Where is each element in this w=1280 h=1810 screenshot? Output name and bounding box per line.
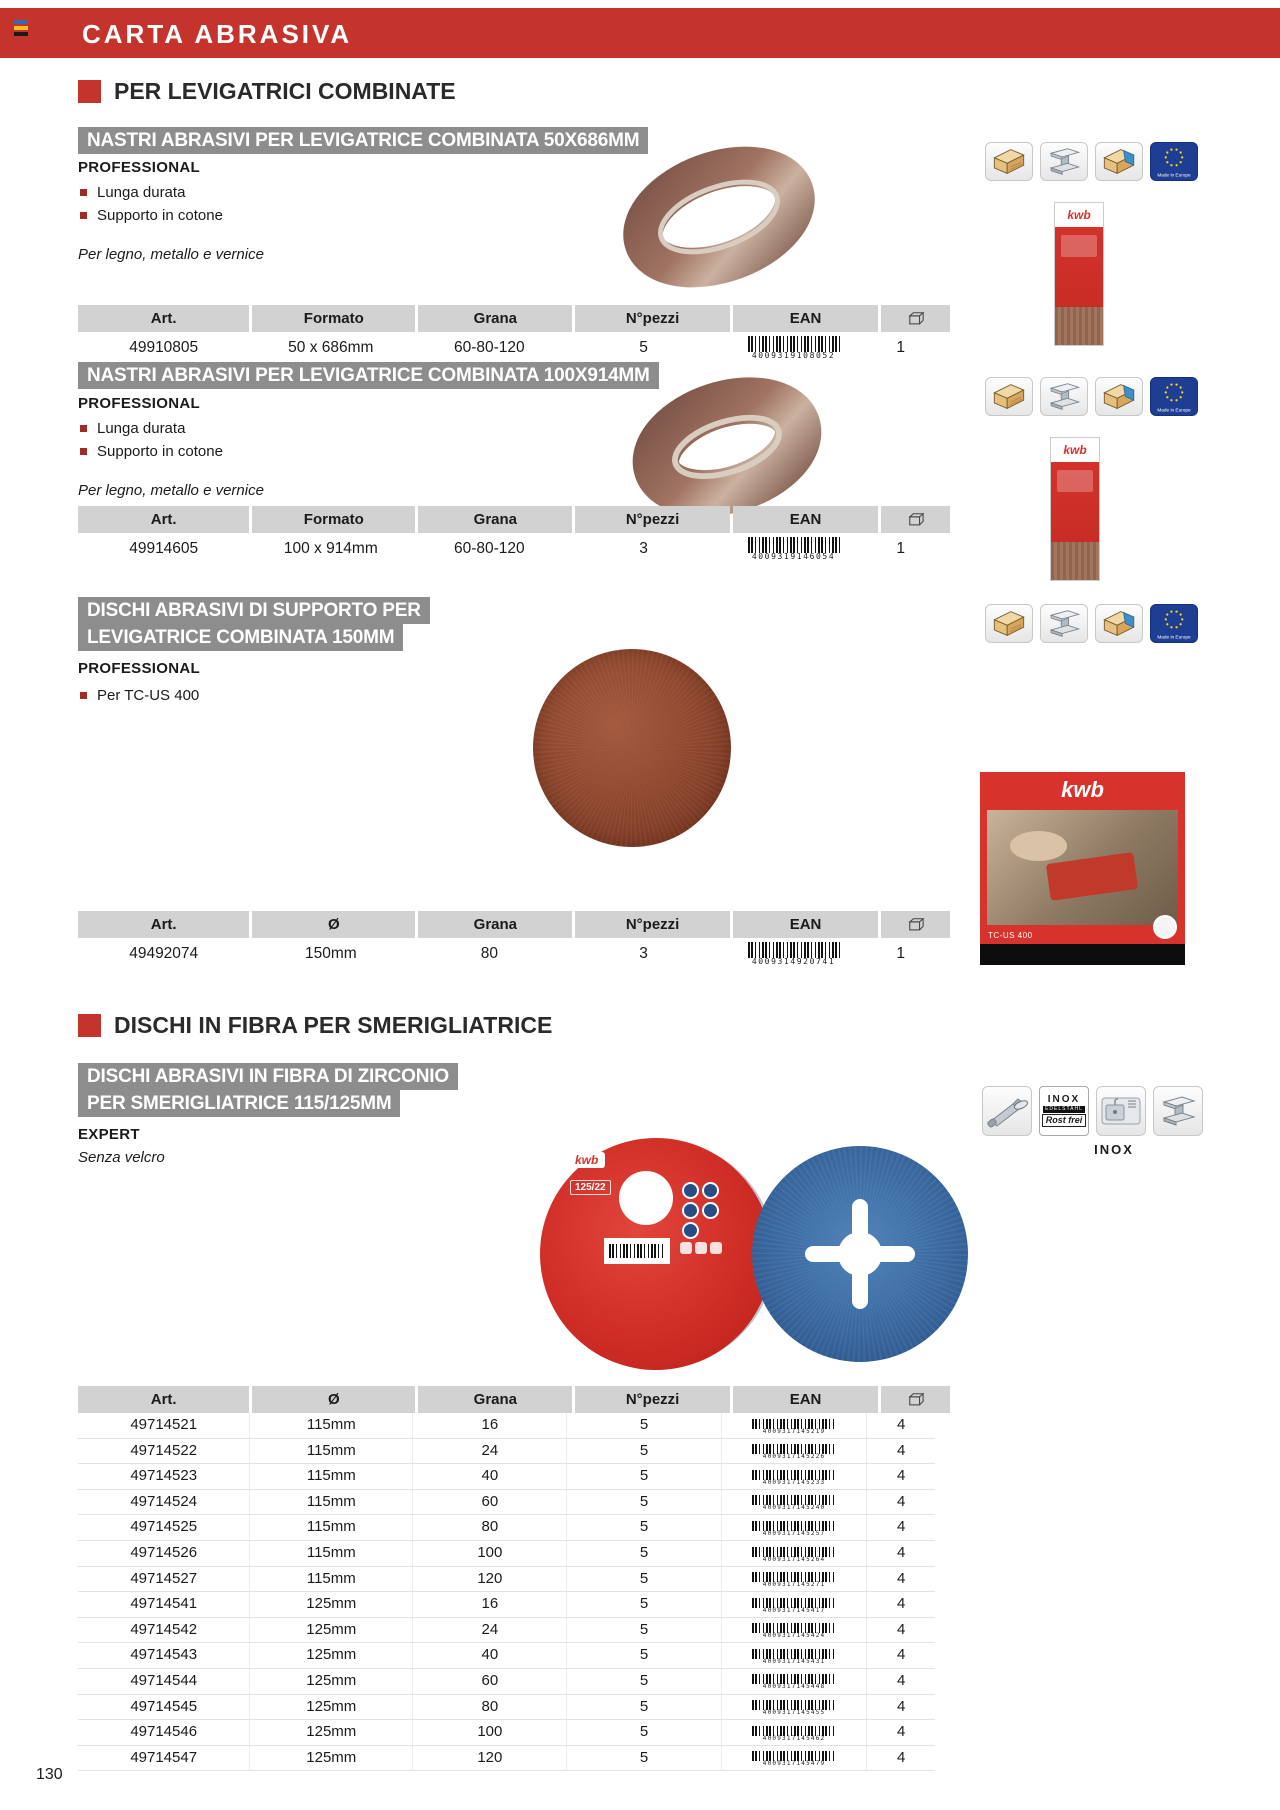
cell-pack: 4 [866,1592,935,1617]
cell-art: 49714525 [130,1518,198,1536]
grade-label: PROFESSIONAL [78,660,200,677]
cell-diameter: 115mm [249,1541,412,1566]
cell-grana: 100 [412,1541,566,1566]
usage-photo [987,810,1178,925]
table-row [78,1567,935,1593]
cell-art: 49492074 [129,945,199,962]
product-image-fiberdisc [752,1146,968,1362]
cell-art: 49714526 [130,1543,198,1561]
cell-grana: 80 [480,945,498,962]
cell-pezzi: 5 [639,339,648,356]
cell-pack: 1 [896,540,905,557]
table-row [78,1515,935,1541]
cell-diameter: 125mm [249,1720,412,1745]
wood-icon [985,377,1033,416]
painted-wood-icon [1095,604,1143,643]
package-icon [907,917,925,933]
col-diameter: Ø [252,911,415,938]
inox-label: INOX [1094,1142,1134,1157]
ean-digits: 4009317145226 [762,1453,826,1461]
cell-grana: 24 [412,1618,566,1643]
cell-diameter: 150mm [304,945,357,962]
cell-art: 49914605 [129,540,199,557]
col-size: Formato [252,506,415,533]
page-number: 130 [36,1766,63,1783]
product-table-fiber [78,1386,935,1771]
ean-digits: 4009317145424 [762,1632,826,1640]
cell-ean [721,1439,867,1464]
package-body [1051,462,1099,542]
cell-pack: 4 [866,1515,935,1540]
cell-pezzi: 5 [566,1720,720,1745]
col-pack [881,911,950,938]
cell-diameter: 125mm [249,1746,412,1771]
col-grana: Grana [418,506,572,533]
cell-diameter: 115mm [249,1464,412,1489]
product-image-belt50 [610,126,828,304]
col-art: Art. [78,911,249,938]
eu-flag-icon [1150,377,1198,416]
table-header [78,506,935,533]
application-text: Per legno, metallo e vernice [78,482,264,499]
cell-art: 49714544 [130,1671,198,1689]
cell-size: 50 x 686mm [288,339,374,356]
grade-label: PROFESSIONAL [78,159,200,176]
edelstahl-text: EDELSTAHL [1045,1106,1083,1112]
package-body [1055,227,1103,307]
cell-diameter: 125mm [249,1618,412,1643]
cell-pack: 4 [866,1490,935,1515]
cell-grana: 120 [412,1567,566,1592]
belt-strip [1055,307,1103,345]
product-title-disc150-line2: LEVIGATRICE COMBINATA 150MM [78,624,403,651]
cell-pack: 4 [866,1695,935,1720]
table-row [78,938,935,970]
col-ean: EAN [733,1386,879,1413]
ean-digits: 4009317145219 [762,1427,826,1435]
ean-digits: 4009317145417 [762,1606,826,1614]
col-grana: Grana [418,1386,572,1413]
feature-list [80,417,223,463]
cell-diameter: 115mm [249,1567,412,1592]
cell-pezzi: 5 [566,1413,720,1438]
barcode [748,942,840,958]
wood-icon [985,604,1033,643]
inox-rostfrei-badge [1039,1086,1089,1136]
cell-pack: 1 [896,339,905,356]
eu-flag-icon [1150,142,1198,181]
cell-ean [721,1643,867,1668]
col-diameter: Ø [252,1386,415,1413]
table-row [78,1618,935,1644]
cell-pezzi: 5 [566,1439,720,1464]
table-row [78,533,935,565]
cell-art: 49714543 [130,1646,198,1664]
cell-art: 49714542 [130,1620,198,1638]
cell-pezzi: 5 [566,1567,720,1592]
cell-art: 49714527 [130,1569,198,1587]
feature-item [80,440,223,463]
cell-art: 49714547 [130,1748,198,1766]
steel-beam-icon [1040,604,1088,643]
cell-ean [721,938,867,970]
barcode [609,1244,665,1258]
table-row [78,1541,935,1567]
grade-label: PROFESSIONAL [78,395,200,412]
cell-pezzi: 5 [566,1643,720,1668]
sink-icon [1096,1086,1146,1136]
cell-pezzi: 5 [566,1464,720,1489]
col-pack [881,305,950,332]
feature-item [80,204,223,227]
steel-beam-icon [1040,142,1088,181]
cell-ean [721,1746,867,1771]
table-row [78,1439,935,1465]
application-text: Per legno, metallo e vernice [78,246,264,263]
cell-art: 49714545 [130,1697,198,1715]
col-pezzi: N°pezzi [575,506,729,533]
cell-grana: 16 [412,1413,566,1438]
cell-grana: 80 [412,1695,566,1720]
kwb-logo: kwb [1061,777,1104,802]
col-pezzi: N°pezzi [575,911,729,938]
red-square-icon [78,80,101,103]
painted-wood-icon [1095,142,1143,181]
grinder-icon [982,1086,1032,1136]
table-header [78,1386,935,1413]
center-hole [619,1171,673,1225]
ean-digits: 4009317145271 [762,1581,826,1589]
cell-diameter: 125mm [249,1695,412,1720]
cell-pack: 4 [866,1464,935,1489]
wood-icon [985,142,1033,181]
table-row [78,1464,935,1490]
feature-item [80,181,223,204]
cell-grana: 60-80-120 [454,339,525,356]
cell-grana: 120 [412,1746,566,1771]
table-row [78,1746,935,1772]
table-row [78,1720,935,1746]
cell-ean [721,1567,867,1592]
col-grana: Grana [418,305,572,332]
cell-grana: 60-80-120 [454,540,525,557]
inox-text: INOX [1047,1094,1081,1105]
product-title-belt50: NASTRI ABRASIVI PER LEVIGATRICE COMBINATA 50X686MM [78,127,648,154]
cell-pezzi: 3 [639,945,648,962]
grade-label: EXPERT [78,1126,140,1143]
col-ean: EAN [733,911,879,938]
page-header-bar [0,8,1280,58]
feature-item [80,417,223,440]
table-row [78,1490,935,1516]
cell-pezzi: 5 [566,1669,720,1694]
col-art: Art. [78,305,249,332]
material-dots [682,1182,734,1239]
col-art: Art. [78,1386,249,1413]
eu-flag-icon [1150,604,1198,643]
feature-item [80,684,199,707]
table-row [78,1695,935,1721]
cell-pack: 4 [866,1669,935,1694]
cell-grana: 100 [412,1720,566,1745]
cell-ean [721,1618,867,1643]
steel-beam-icon [1040,377,1088,416]
steel-beam-icon [1153,1086,1203,1136]
ean-digits: 4009317145462 [762,1734,826,1742]
table-row [78,1413,935,1439]
col-ean: EAN [733,506,879,533]
red-square-icon [78,1014,101,1037]
cell-pack: 4 [866,1618,935,1643]
cell-pack: 4 [866,1541,935,1566]
package-photo-belt100 [1050,437,1100,581]
cell-pack: 4 [866,1720,935,1745]
size-badge: 125/22 [570,1180,611,1195]
col-pack [881,506,950,533]
col-size: Formato [252,305,415,332]
table-row [78,1592,935,1618]
mini-pictos [680,1242,722,1254]
material-pictograms [985,377,1198,416]
col-pack [881,1386,950,1413]
cell-ean [721,1413,867,1438]
product-title-fiber-line2: PER SMERIGLIATRICE 115/125MM [78,1090,400,1117]
cell-pezzi: 5 [566,1592,720,1617]
ean-digits: 4009317145479 [762,1760,826,1768]
feature-text: Lunga durata [97,184,186,201]
col-ean: EAN [733,305,879,332]
product-table-belt50 [78,305,935,364]
round-badge [1153,915,1177,939]
barcode [752,1547,836,1557]
package-barcode-box [604,1238,670,1264]
material-pictograms [985,142,1198,181]
cell-ean [721,1669,867,1694]
cell-art: 49714541 [130,1595,198,1613]
section-heading-combinate [78,78,456,105]
cell-pack: 4 [866,1643,935,1668]
section-title: PER LEVIGATRICI COMBINATE [114,78,456,104]
material-pictograms [982,1086,1203,1136]
cell-diameter: 115mm [249,1439,412,1464]
table-header [78,911,935,938]
package-icon [907,512,925,528]
product-title-fiber-line1: DISCHI ABRASIVI IN FIBRA DI ZIRCONIO [78,1063,458,1090]
product-image-disc150 [533,649,731,847]
cell-pack: 4 [866,1413,935,1438]
cell-diameter: 115mm [249,1515,412,1540]
section-heading-fibra [78,1012,552,1039]
cell-grana: 80 [412,1515,566,1540]
painted-wood-icon [1095,377,1143,416]
ean-digits: 4009319108052 [751,350,836,360]
cell-grana: 40 [412,1464,566,1489]
feature-text: Supporto in cotone [97,443,223,460]
cell-ean [721,1695,867,1720]
ean-digits: 4009317145264 [762,1555,826,1563]
ean-digits: 4009317145448 [762,1683,826,1691]
table-header [78,305,935,332]
page-title: CARTA ABRASIVA [82,19,353,49]
barcode [748,537,840,553]
cell-diameter: 125mm [249,1592,412,1617]
cell-pezzi: 5 [566,1746,720,1771]
cell-ean [721,1515,867,1540]
cell-pack: 4 [866,1567,935,1592]
kwb-logo: kwb [568,1152,605,1168]
col-pezzi: N°pezzi [575,1386,729,1413]
table-row [78,1669,935,1695]
package-icon [907,1392,925,1408]
cell-ean [721,533,867,565]
cell-pezzi: 5 [566,1515,720,1540]
feature-text: Lunga durata [97,420,186,437]
product-title-disc150-line1: DISCHI ABRASIVI DI SUPPORTO PER [78,597,430,624]
cell-diameter: 115mm [249,1413,412,1438]
ean-digits: 4009317145257 [762,1529,826,1537]
feature-text: Supporto in cotone [97,207,223,224]
feature-text: Per TC-US 400 [97,687,200,704]
cell-art: 49714546 [130,1723,198,1741]
col-art: Art. [78,506,249,533]
cell-ean [721,1541,867,1566]
barcode [748,336,840,352]
kwb-logo: kwb [1051,438,1099,462]
product-title-belt100: NASTRI ABRASIVI PER LEVIGATRICE COMBINATA 100X914MM [78,362,659,389]
belt-strip [1051,542,1099,580]
cell-diameter: 125mm [249,1669,412,1694]
col-grana: Grana [418,911,572,938]
cell-ean [721,1490,867,1515]
machine-model-label: TC-US 400 [988,931,1033,940]
bookmark-icon[interactable] [14,20,28,40]
package-photo-tcus400 [980,772,1185,965]
cell-size: 100 x 914mm [283,540,378,557]
ean-digits: 4009317145233 [762,1478,826,1486]
section-title: DISCHI IN FIBRA PER SMERIGLIATRICE [114,1012,553,1038]
feature-list [80,684,199,707]
col-pezzi: N°pezzi [575,305,729,332]
ean-digits: 4009317145240 [762,1504,826,1512]
ean-digits: 4009314920741 [751,956,836,966]
cell-art: 49714523 [130,1467,198,1485]
cell-grana: 24 [412,1439,566,1464]
material-pictograms [985,604,1198,643]
velcro-note: Senza velcro [78,1149,165,1166]
cell-pezzi: 5 [566,1618,720,1643]
cell-grana: 60 [412,1669,566,1694]
rostfrei-text: Rost frei [1042,1114,1087,1127]
cell-ean [721,1464,867,1489]
cell-pack: 4 [866,1746,935,1771]
package-photo-fiberdisc [540,1138,772,1370]
cell-art: 49714521 [130,1416,198,1433]
ean-digits: 4009317145455 [762,1709,826,1717]
product-table-belt100 [78,506,935,565]
package-photo-belt50 [1054,202,1104,346]
table-row [78,1643,935,1669]
cell-pezzi: 5 [566,1490,720,1515]
cell-diameter: 125mm [249,1643,412,1668]
cell-grana: 60 [412,1490,566,1515]
cell-pack: 1 [896,945,905,962]
cell-grana: 16 [412,1592,566,1617]
ean-digits: 4009319146054 [751,551,836,561]
feature-list [80,181,223,227]
hole-center [838,1232,882,1276]
cell-ean [721,1720,867,1745]
cell-art: 49714524 [130,1492,198,1510]
package-icon [907,311,925,327]
cell-art: 49910805 [129,339,199,356]
kwb-logo: kwb [1055,203,1103,227]
cell-pezzi: 5 [566,1695,720,1720]
cell-pack: 4 [866,1439,935,1464]
product-table-disc150 [78,911,935,970]
cell-ean [721,1592,867,1617]
bottom-strip [980,944,1185,965]
ean-digits: 4009317145431 [762,1657,826,1665]
cell-pezzi: 5 [566,1541,720,1566]
cell-diameter: 115mm [249,1490,412,1515]
cell-grana: 40 [412,1643,566,1668]
cell-pezzi: 3 [639,540,648,557]
cell-art: 49714522 [130,1441,198,1459]
